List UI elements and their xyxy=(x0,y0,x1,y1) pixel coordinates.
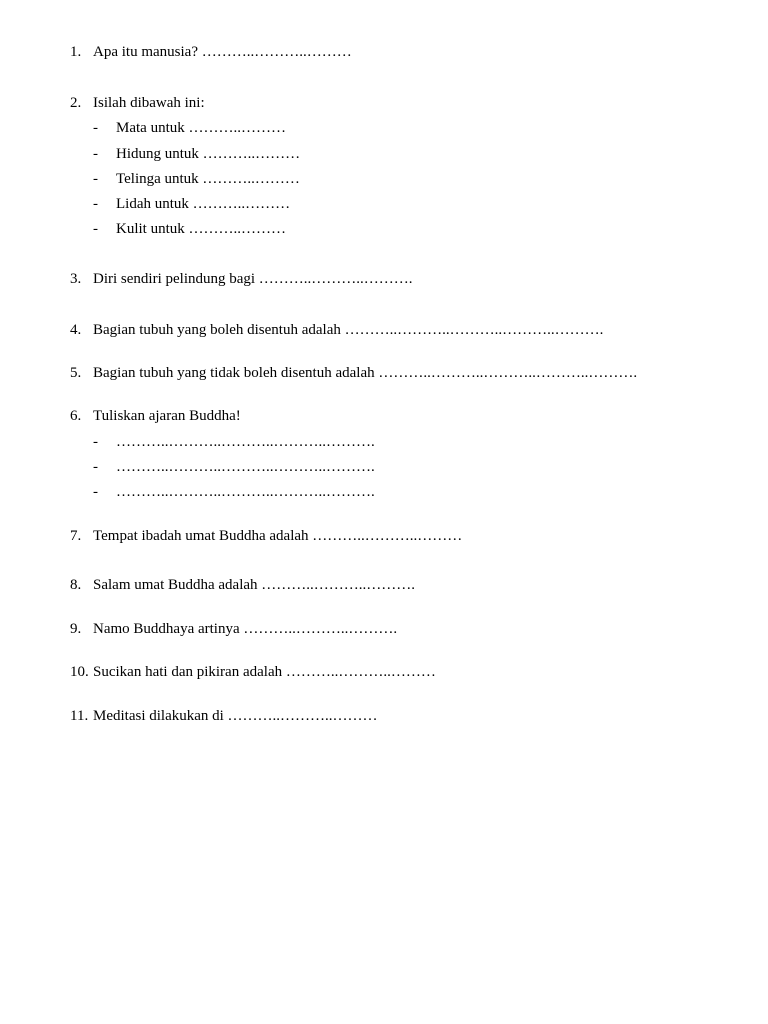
bullet-dash: - xyxy=(93,196,98,212)
question-number: 9. xyxy=(70,621,82,637)
bullet-dash: - xyxy=(93,484,98,500)
question-number: 6. xyxy=(70,408,82,424)
question-text: Bagian tubuh yang tidak boleh disentuh adalah ………..………..………..………..………. xyxy=(93,365,638,381)
bullet-dash: - xyxy=(93,221,98,237)
question-text: Bagian tubuh yang boleh disentuh adalah ………..………..………..………..………. xyxy=(93,322,604,338)
bullet-dash: - xyxy=(93,434,98,450)
question-number: 11. xyxy=(70,708,89,724)
list-item-text: Telinga untuk ………..……… xyxy=(116,171,300,187)
question-text: Tempat ibadah umat Buddha adalah ………..………..……… xyxy=(93,528,463,544)
list-item-text: Kulit untuk ………..……… xyxy=(116,221,287,237)
question-text: Tuliskan ajaran Buddha! xyxy=(93,408,241,424)
list-item-text: ………..………..………..………..………. xyxy=(116,459,375,475)
question-text: Diri sendiri pelindung bagi ………..………..………. xyxy=(93,271,413,287)
question-text: Namo Buddhaya artinya ………..………..………. xyxy=(93,621,398,637)
question-number: 7. xyxy=(70,528,82,544)
question-text: Salam umat Buddha adalah ………..………..………. xyxy=(93,577,416,593)
question-number: 1. xyxy=(70,44,82,60)
list-item-text: ………..………..………..………..………. xyxy=(116,484,375,500)
question-text: Meditasi dilakukan di ………..………..……… xyxy=(93,708,378,724)
list-item-text: ………..………..………..………..………. xyxy=(116,434,375,450)
question-number: 8. xyxy=(70,577,82,593)
question-number: 2. xyxy=(70,95,82,111)
bullet-dash: - xyxy=(93,120,98,136)
bullet-dash: - xyxy=(93,171,98,187)
question-number: 5. xyxy=(70,365,82,381)
list-item-text: Mata untuk ………..……… xyxy=(116,120,286,136)
question-number: 10. xyxy=(70,664,89,680)
question-text: Isilah dibawah ini: xyxy=(93,95,205,111)
question-number: 3. xyxy=(70,271,82,287)
question-text: Sucikan hati dan pikiran adalah ………..………..……… xyxy=(93,664,436,680)
list-item-text: Lidah untuk ………..……… xyxy=(116,196,291,212)
question-number: 4. xyxy=(70,322,82,338)
bullet-dash: - xyxy=(93,459,98,475)
list-item-text: Hidung untuk ………..……… xyxy=(116,146,301,162)
question-text: Apa itu manusia? ………..………..……… xyxy=(93,44,352,60)
bullet-dash: - xyxy=(93,146,98,162)
